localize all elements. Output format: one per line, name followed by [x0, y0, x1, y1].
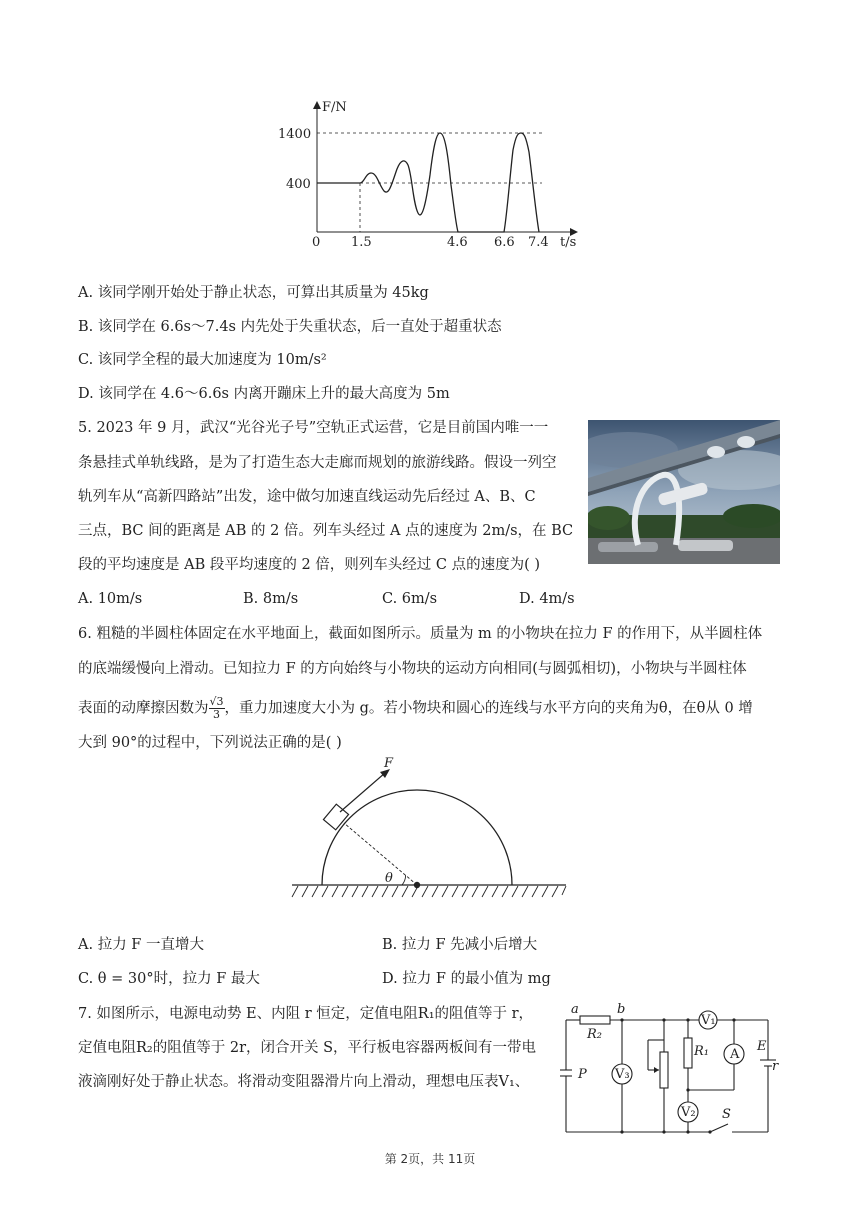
x-tick-1.5: 1.5: [351, 235, 372, 250]
q5-option-a: A. 10m/s: [78, 591, 143, 607]
x-tick-0: 0: [312, 235, 321, 250]
fraction-denominator: 3: [213, 708, 220, 721]
page-footer: 第 2页，共 11页: [384, 1152, 476, 1166]
force-label: F: [384, 756, 394, 771]
q6-option-a: A. 拉力 F 一直增大: [78, 937, 204, 953]
q4-option-c: C. 该同学全程的最大加速度为 10m/s²: [78, 352, 327, 368]
q5-option-b: B. 8m/s: [243, 591, 299, 607]
label-ammeter: A: [730, 1047, 740, 1062]
label-r1: R₁: [694, 1044, 709, 1059]
label-p: P: [578, 1067, 587, 1082]
q5-line-2: 条悬挂式单轨线路，是为了打造生态大走廊而规划的旅游线路。假设一列空: [78, 455, 557, 471]
x-tick-7.4: 7.4: [528, 235, 549, 250]
q7-line-1: 7. 如图所示，电源电动势 E、内阻 r 恒定，定值电阻R₁的阻值等于 r，: [78, 1006, 534, 1022]
q6-line-2: 的底端缓慢向上滑动。已知拉力 F 的方向始终与小物块的运动方向相同(与圆弧相切)，小物块与半圆柱体: [78, 661, 747, 677]
q4-option-d: D. 该同学在 4.6～6.6s 内离开蹦床上升的最大高度为 5m: [78, 386, 450, 402]
q6-option-d: D. 拉力 F 的最小值为 mg: [382, 971, 551, 987]
q5-option-d: D. 4m/s: [519, 591, 575, 607]
label-v2: V₂: [681, 1105, 696, 1120]
force-time-graph: [270, 95, 590, 255]
q5-option-c: C. 6m/s: [382, 591, 438, 607]
y-tick-400: 400: [286, 177, 311, 192]
friction-fraction: [209, 696, 225, 721]
q6-option-c: C. θ = 30°时，拉力 F 最大: [78, 971, 260, 987]
q5-line-1: 5. 2023 年 9 月，武汉“光谷光子号”空轨正式运营，它是目前国内唯一一: [78, 420, 549, 436]
q7-line-2: 定值电阻R₂的阻值等于 2r，闭合开关 S，平行板电容器两板间有一带电: [78, 1040, 537, 1056]
half-cylinder-figure: [290, 755, 570, 905]
circuit-diagram: [560, 1000, 780, 1140]
y-axis-label: F/N: [322, 100, 347, 115]
label-r: r: [772, 1059, 779, 1074]
x-axis-label: t/s: [560, 235, 577, 250]
label-e: E: [757, 1039, 767, 1054]
y-tick-1400: 1400: [278, 127, 312, 142]
label-v3: V₃: [615, 1067, 630, 1082]
label-b: b: [617, 1002, 626, 1017]
angle-label: θ: [385, 871, 393, 886]
label-v1: V₁: [701, 1013, 716, 1028]
x-tick-6.6: 6.6: [494, 235, 515, 250]
q6-line-3: [78, 696, 753, 721]
q5-line-4: 三点，BC 间的距离是 AB 的 2 倍。列车头经过 A 点的速度为 2m/s，在 BC: [78, 523, 574, 539]
q5-line-5: 段的平均速度是 AB 段平均速度的 2 倍，则列车头经过 C 点的速度为( ): [78, 557, 541, 573]
q7-line-3: 液滴刚好处于静止状态。将滑动变阻器滑片向上滑动，理想电压表V₁、: [78, 1074, 530, 1090]
x-tick-4.6: 4.6: [447, 235, 468, 250]
label-s: S: [722, 1107, 731, 1122]
q6-line-3-pre: 表面的动摩擦因数为: [78, 700, 209, 717]
label-r2: R₂: [587, 1027, 602, 1042]
fraction-numerator: √3: [209, 695, 224, 708]
q5-line-3: 轨列车从“高新四路站”出发，途中做匀加速直线运动先后经过 A、B、C: [78, 489, 536, 505]
monorail-photo: [588, 420, 780, 564]
q4-option-b: B. 该同学在 6.6s～7.4s 内先处于失重状态，后一直处于超重状态: [78, 319, 502, 335]
q6-option-b: B. 拉力 F 先减小后增大: [382, 937, 538, 953]
q4-option-a: A. 该同学刚开始处于静止状态，可算出其质量为 45kg: [78, 285, 429, 301]
label-a: a: [571, 1002, 579, 1017]
q6-line-1: 6. 粗糙的半圆柱体固定在水平地面上，截面如图所示。质量为 m 的小物块在拉力 F 的作用下，从半圆柱体: [78, 626, 763, 642]
q6-line-4: 大到 90°的过程中，下列说法正确的是( ): [78, 735, 342, 751]
q6-line-3-post: ，重力加速度大小为 g。若小物块和圆心的连线与水平方向的夹角为θ，在θ从 0 增: [224, 700, 753, 717]
